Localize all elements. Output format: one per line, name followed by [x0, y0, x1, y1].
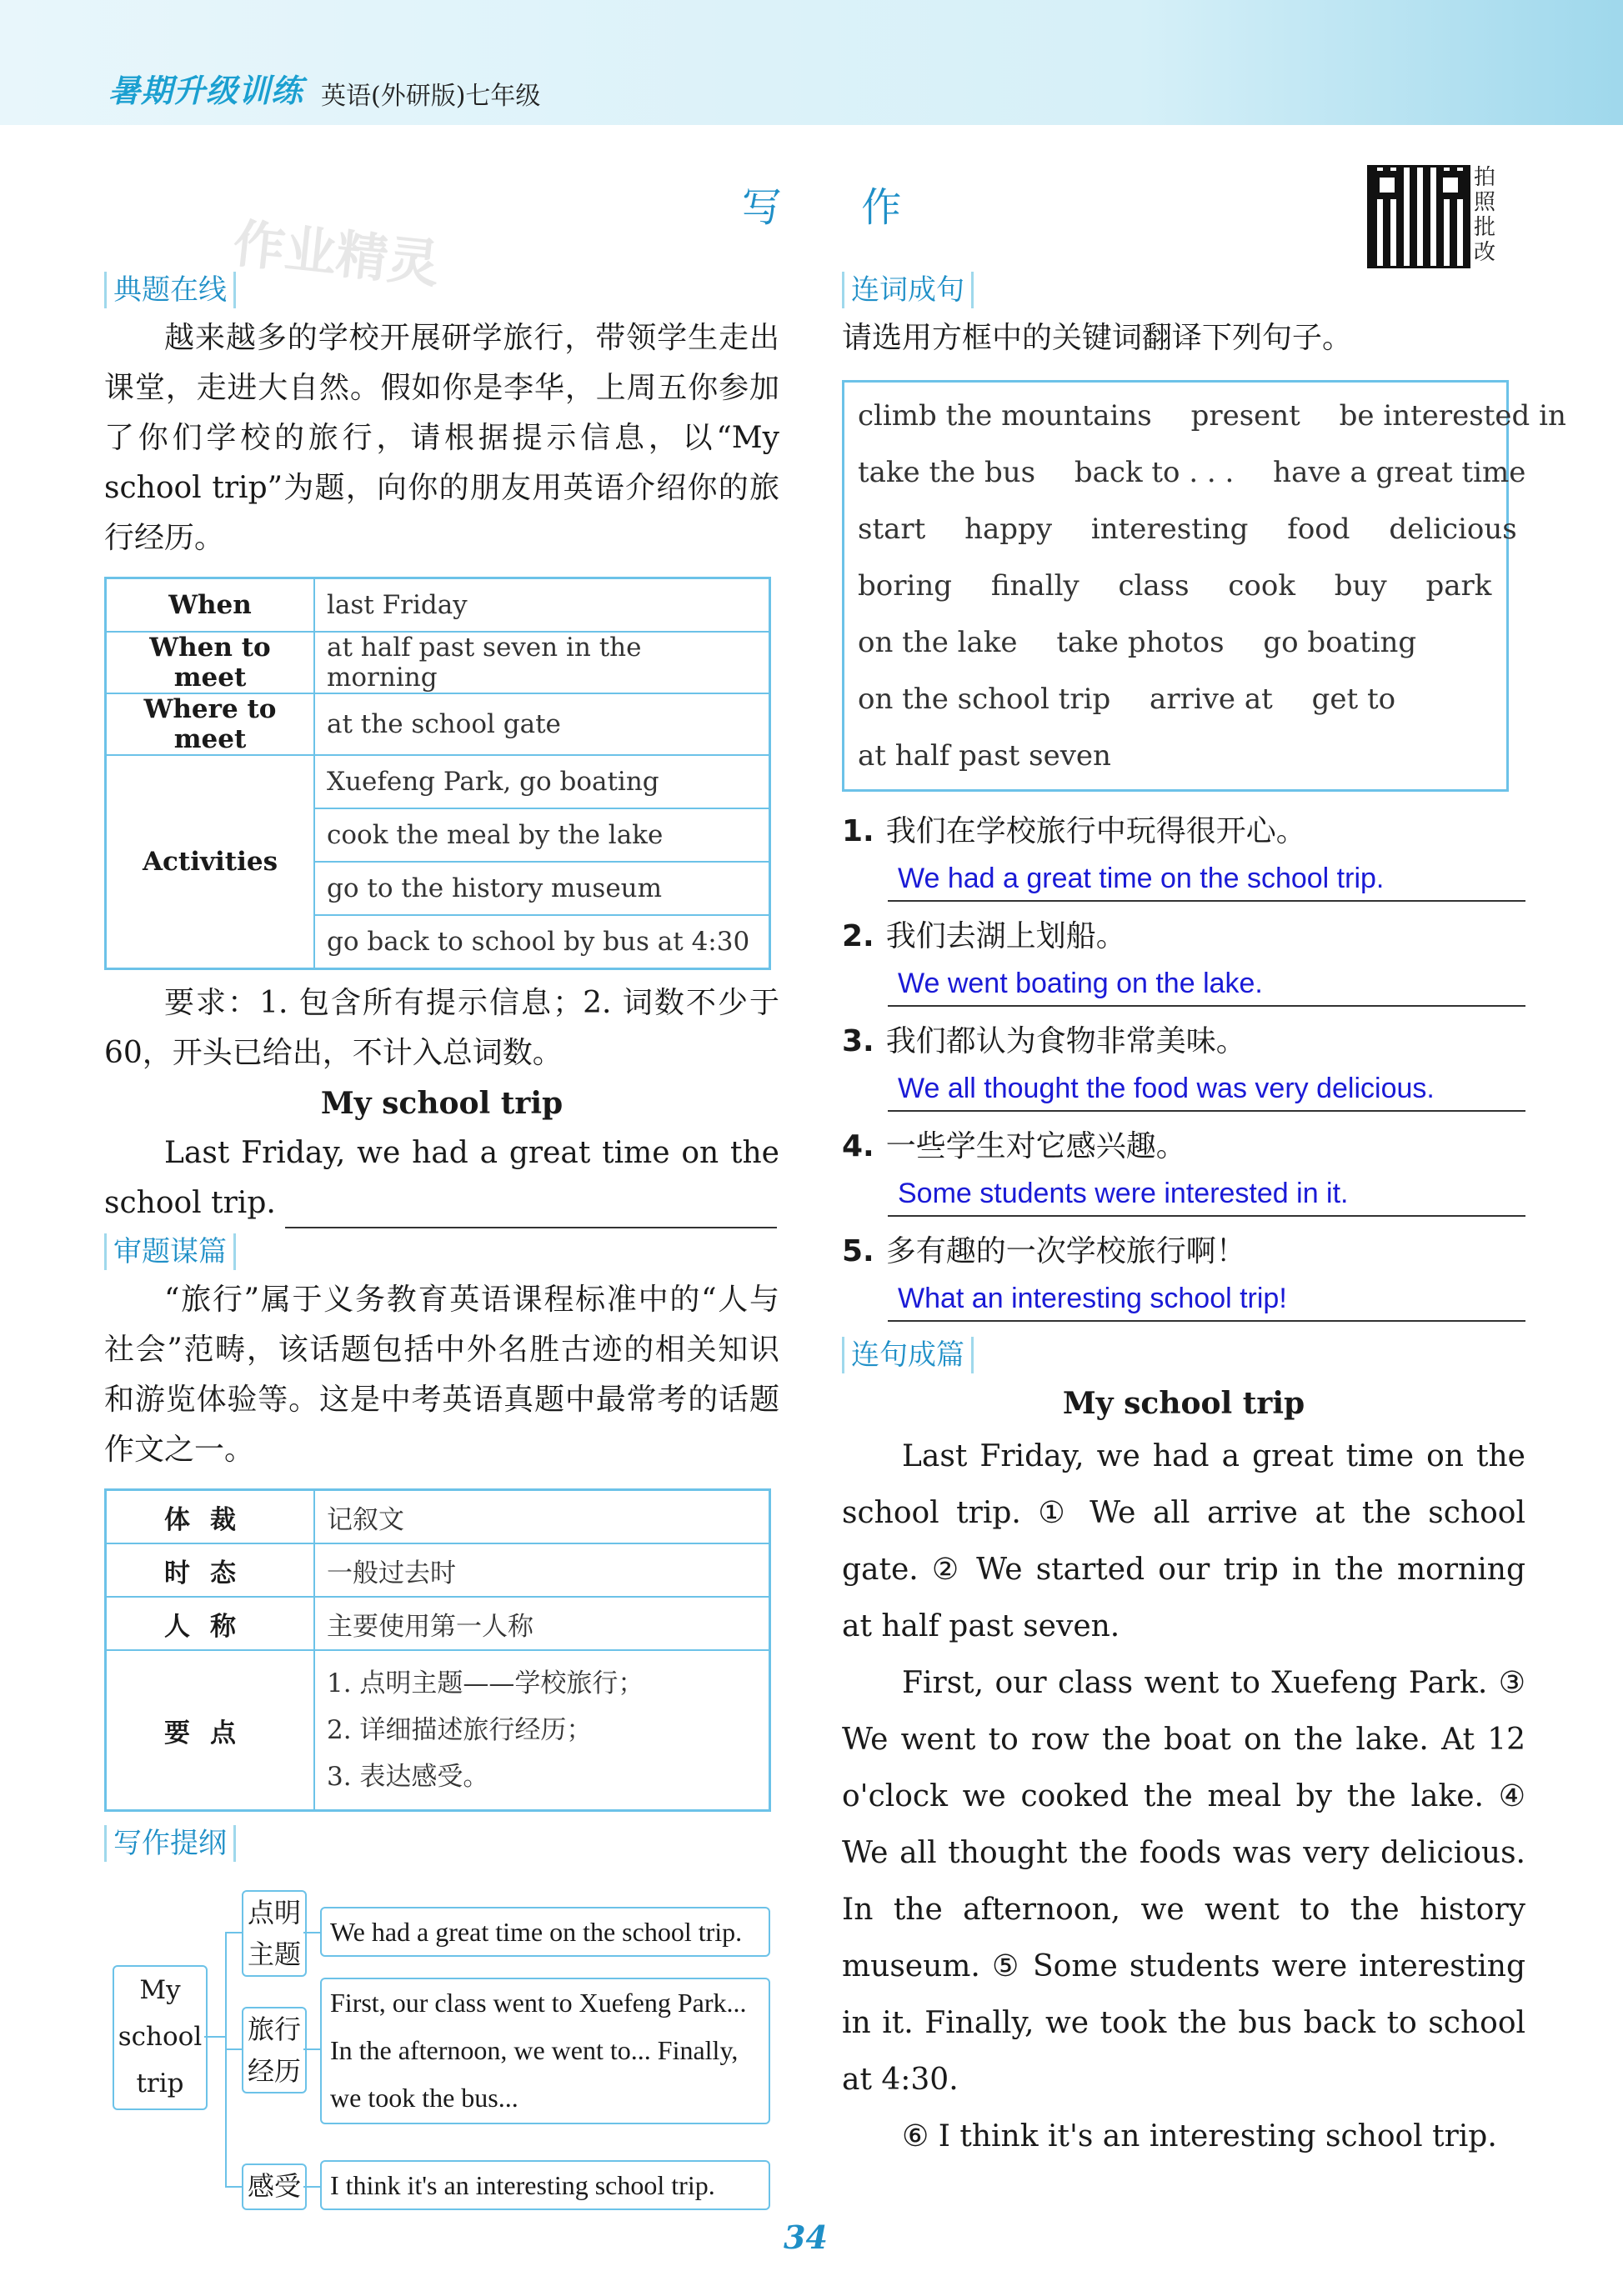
question-text: 我们去湖上划船。 — [885, 919, 1126, 953]
page-header — [0, 0, 1623, 125]
experience-line: First, our class went to Xuefeng Park... — [330, 1988, 747, 2018]
essay-title: My school trip — [320, 1086, 564, 1121]
question-number: 2. — [842, 919, 874, 953]
section-tag-sentences: 连词成句 — [842, 272, 974, 308]
info-key: Where to meet — [106, 693, 315, 755]
essay-paragraph: ⑥ I think it's an interesting school trip. — [902, 2119, 1497, 2153]
section-tag-outline: 写作提纲 — [104, 1825, 236, 1862]
outline-connector — [225, 2048, 242, 2050]
info-value: at half past seven in the morning — [314, 632, 770, 693]
keyword: buy — [1334, 569, 1387, 603]
keyword: take the bus — [858, 456, 1036, 489]
activity-item: go to the history museum — [314, 862, 770, 915]
outline-node-feeling: 感受 — [242, 2163, 307, 2210]
keyword: have a great time — [1273, 456, 1526, 489]
info-table — [104, 577, 771, 970]
keyword: at half past seven — [858, 739, 1111, 773]
keyword: park — [1425, 569, 1492, 603]
info-value: last Friday — [314, 578, 770, 633]
question-text: 一些学生对它感兴趣。 — [885, 1129, 1186, 1163]
keyword-row — [858, 728, 1493, 784]
activity-item: cook the meal by the lake — [314, 808, 770, 862]
keyword-row — [858, 388, 1566, 444]
keyword-row — [858, 444, 1526, 501]
keyword: present — [1190, 399, 1300, 433]
point-item: 1. 点明主题——学校旅行； — [327, 1668, 644, 1698]
essay-title: My school trip — [1062, 1386, 1305, 1421]
page-number: 34 — [784, 2218, 828, 2256]
question-text: 多有趣的一次学校旅行啊！ — [885, 1234, 1246, 1268]
keyword: take photos — [1056, 626, 1225, 659]
style-value: 一般过去时 — [314, 1543, 770, 1597]
question-item — [842, 807, 1525, 902]
outline-connector — [225, 1932, 242, 1933]
outline-connector — [225, 2186, 242, 2188]
question-item — [842, 1017, 1525, 1112]
outline-leaf-experience — [320, 1978, 770, 2124]
outline-node-theme: 点明主题 — [242, 1890, 307, 1977]
outline-leaf-theme: We had a great time on the school trip. — [320, 1907, 770, 1957]
info-key: When to meet — [106, 632, 315, 693]
page-title: 写 作 — [742, 184, 935, 231]
answer-line[interactable]: We went boating on the lake. — [888, 962, 1525, 1007]
right-column — [842, 267, 1566, 2165]
section-tag-passage: 连句成篇 — [842, 1337, 974, 1373]
answer-line[interactable]: We all thought the food was very delicious. — [888, 1067, 1525, 1112]
keyword: finally — [990, 569, 1079, 603]
question-item — [842, 1122, 1525, 1217]
outline-connector — [303, 2048, 320, 2050]
keyword: cook — [1228, 569, 1295, 603]
keyword: start — [858, 513, 926, 546]
outline-connector — [204, 2036, 225, 2038]
analysis-text: “旅行”属于义务教育英语课程标准中的“人与社会”范畴，该话题包括中外名胜古迹的相关知识和游览体验等。这是中考英语真题中最常考的话题作文之一。 — [104, 1283, 779, 1467]
style-value: 记叙文 — [314, 1490, 770, 1544]
writing-blank[interactable] — [285, 1193, 777, 1228]
style-key: 人称 — [106, 1597, 315, 1650]
style-points — [314, 1650, 770, 1811]
keyword: on the lake — [858, 626, 1018, 659]
keyword: food — [1287, 513, 1350, 546]
book-subtitle: 英语(外研版)七年级 — [321, 82, 541, 111]
answer-line[interactable]: Some students were interested in it. — [888, 1172, 1525, 1217]
keyword: get to — [1311, 683, 1396, 716]
keyword: on the school trip — [858, 683, 1111, 716]
keyword-row — [858, 671, 1493, 728]
keyword: be interested in — [1339, 399, 1566, 433]
info-value: at the school gate — [314, 693, 770, 755]
keyword: interesting — [1090, 513, 1249, 546]
experience-line: we took the bus... — [330, 2083, 518, 2113]
style-key: 体裁 — [106, 1490, 315, 1544]
keyword-row — [858, 501, 1517, 558]
brand-logo: 暑期升级训练 — [108, 73, 304, 109]
outline-root — [113, 1965, 208, 2110]
question-item — [842, 912, 1525, 1007]
info-key: When — [106, 578, 315, 633]
keyword: climb the mountains — [858, 399, 1152, 433]
outline-connector — [303, 2186, 320, 2188]
question-number: 3. — [842, 1024, 874, 1058]
essay-start — [104, 1128, 779, 1228]
essay-paragraph: First, our class went to Xuefeng Park. ③ We went to row the boat on the lake. At 12 o'clock we cooked the meal by the lake. ④ We all thought the foods was very delicious. In the afternoon, we went to the history museum. ⑤ Some students were interesting in it. Finally, we took the bus back to school at 4:30. — [842, 1666, 1525, 2097]
essay-paragraph: Last Friday, we had a great time on the school trip. ① We all arrive at the school gate. ② We started our trip in the morning at half past seven. — [842, 1439, 1525, 1643]
question-number: 5. — [842, 1234, 874, 1268]
keyword: class — [1118, 569, 1190, 603]
root-line: My — [139, 1975, 181, 2005]
question-number: 1. — [842, 814, 874, 848]
outline-node-experience: 旅行经历 — [242, 2007, 307, 2093]
answer-line[interactable]: We had a great time on the school trip. — [888, 857, 1525, 902]
section-tag-typical: 典题在线 — [104, 272, 236, 308]
task-prompt: 越来越多的学校开展研学旅行，带领学生走出课堂，走进大自然。假如你是李华，上周五你参加了你们学校的旅行，请根据提示信息，以“My school trip”为题，向你的朋友用英语介绍你的旅行经历。 — [104, 321, 779, 555]
instruction-text: 请选用方框中的关键词翻译下列句子。 — [842, 321, 1353, 355]
outline-leaf-feeling: I think it's an interesting school trip. — [320, 2160, 770, 2210]
qr-label: 拍照批改 — [1474, 165, 1496, 265]
keyword: delicious — [1389, 513, 1517, 546]
answer-line[interactable]: What an interesting school trip! — [888, 1277, 1525, 1322]
info-key: Activities — [106, 755, 315, 969]
question-item — [842, 1227, 1525, 1322]
style-key: 要点 — [106, 1650, 315, 1811]
outline-bracket — [225, 1932, 227, 2186]
section-tag-analysis: 审题谋篇 — [104, 1233, 236, 1270]
style-value: 主要使用第一人称 — [314, 1597, 770, 1650]
keyword: boring — [858, 569, 953, 603]
requirement-text: 要求：1. 包含所有提示信息；2. 词数不少于60，开头已给出，不计入总词数。 — [104, 986, 779, 1070]
qr-code-icon[interactable] — [1367, 165, 1470, 268]
keyword-row — [858, 614, 1493, 671]
question-text: 我们都认为食物非常美味。 — [885, 1024, 1246, 1058]
point-item: 2. 详细描述旅行经历； — [327, 1715, 593, 1745]
keyword-box — [842, 380, 1566, 792]
writing-outline — [104, 1873, 779, 2207]
activity-item: Xuefeng Park, go boating — [314, 755, 770, 808]
activity-item: go back to school by bus at 4:30 — [314, 915, 770, 969]
question-text: 我们在学校旅行中玩得很开心。 — [885, 814, 1306, 848]
keyword: happy — [964, 513, 1053, 546]
left-column — [104, 267, 779, 2207]
keyword-row — [858, 558, 1493, 614]
style-table — [104, 1488, 771, 1812]
essay-start-text: Last Friday, we had a great time on the school trip. — [104, 1136, 779, 1220]
keyword: go boating — [1263, 626, 1417, 659]
watermark: 作业精灵 — [230, 213, 443, 295]
question-number: 4. — [842, 1129, 874, 1163]
point-item: 3. 表达感受。 — [327, 1762, 489, 1792]
outline-connector — [303, 1932, 320, 1933]
keyword: back to . . . — [1074, 456, 1235, 489]
style-key: 时态 — [106, 1543, 315, 1597]
root-line: school — [118, 2022, 203, 2052]
keyword: arrive at — [1150, 683, 1273, 716]
root-line: trip — [136, 2068, 184, 2098]
experience-line: In the afternoon, we went to... Finally, — [330, 2035, 739, 2065]
